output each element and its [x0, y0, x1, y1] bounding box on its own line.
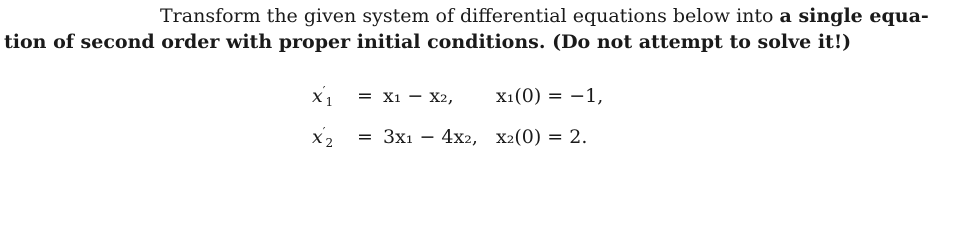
equation-1-prime: ′: [322, 84, 326, 98]
problem-text-bold-start: a single equa-: [779, 5, 929, 27]
equation-1-lhs: [312, 84, 333, 108]
equation-1-sub: 1: [325, 95, 334, 109]
problem-text-normal: Transform the given system of differential equations below into: [160, 5, 780, 27]
equation-1-equals: =: [357, 85, 373, 107]
equation-2-lhs: [312, 125, 333, 149]
equation-1-initial-condition: x₁(0) = −1,: [496, 85, 604, 107]
problem-text-line-1: [160, 4, 929, 28]
equation-2-initial-condition: x₂(0) = 2.: [496, 126, 588, 148]
equation-1-rhs: x₁ − x₂,: [383, 85, 454, 107]
equation-2-lhs-var: x: [312, 126, 323, 148]
equation-2-equals: =: [357, 126, 373, 148]
equation-2-prime: ′: [322, 125, 326, 139]
equation-2-rhs: 3x₁ − 4x₂,: [383, 126, 478, 148]
equation-1-lhs-var: x: [312, 85, 323, 107]
problem-text-line-2: tion of second order with proper initial conditions. (Do not attempt to solve it!): [4, 31, 852, 53]
equation-2-sub: 2: [325, 136, 334, 150]
